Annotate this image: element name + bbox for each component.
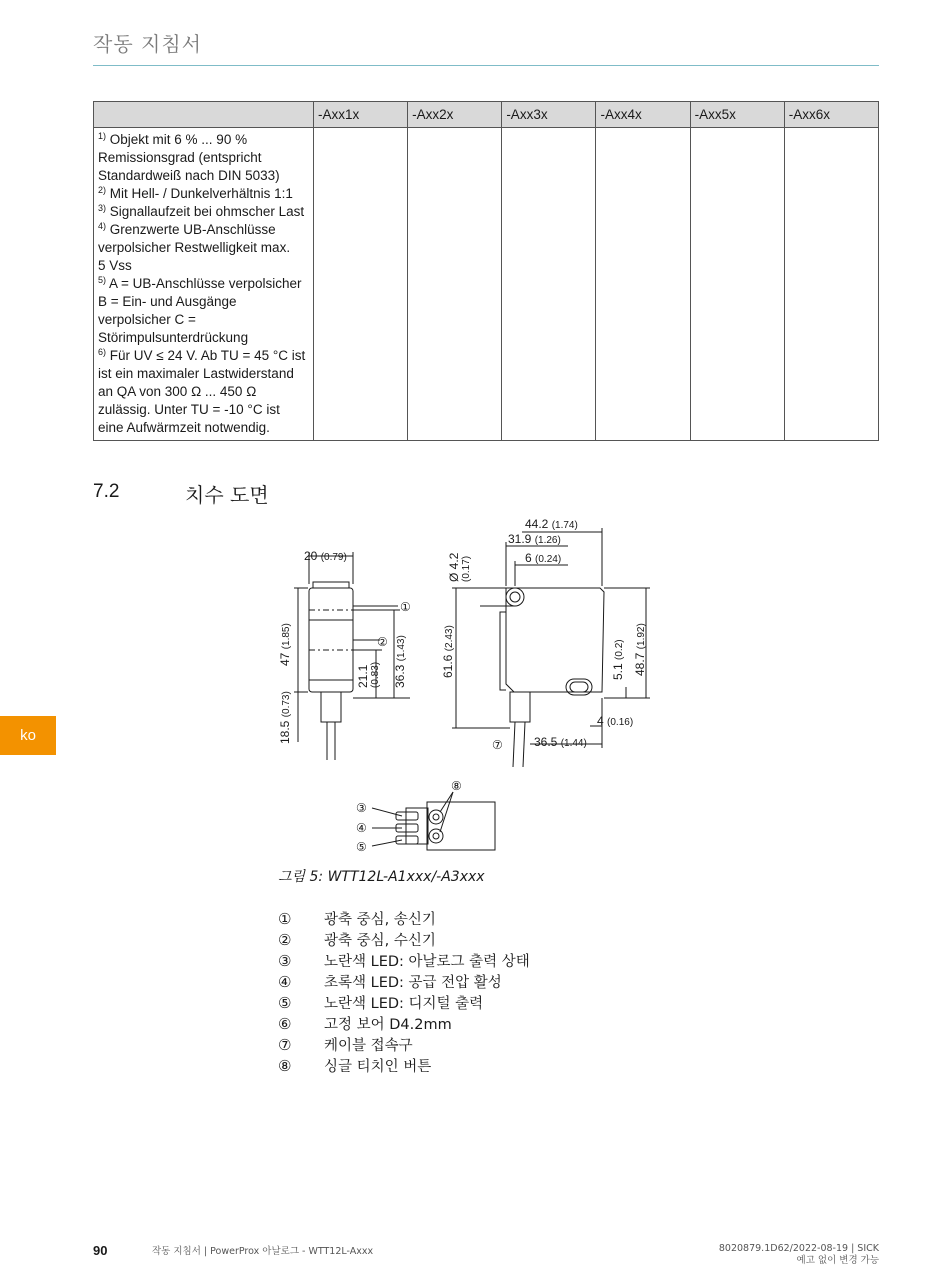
dim-36-5: 36.5 — [534, 735, 558, 749]
footnote: $^{4)}$ Grenzwerte UB-Anschlüsse verpolsicher Restwelligkeit max. 5 Vss — [98, 221, 291, 273]
list-item: ⑤ 노란색 LED: 디지털 출력 — [278, 993, 484, 1012]
callout-2: ② — [377, 635, 388, 649]
dim-20: 20 — [304, 549, 318, 563]
dim-4-inch: (0.16) — [607, 717, 634, 728]
dim-44-2-inch: (1.74) — [551, 520, 578, 531]
dimension-drawing — [270, 512, 690, 862]
callout-8: ⑧ — [451, 779, 462, 793]
list-item: ⑧ 싱글 티치인 버튼 — [278, 1056, 432, 1075]
dim-21-1: 21.1 — [356, 664, 370, 688]
dim-36-5-inch: (1.44) — [560, 738, 587, 749]
dim-5-1-inch: (0.2) — [614, 639, 625, 660]
dim-4-2-inch: (0.17) — [461, 555, 472, 582]
dim-21-1-inch: (0.83) — [370, 661, 381, 688]
dim-44-2: 44.2 — [525, 517, 549, 531]
table-cell-empty — [596, 128, 690, 441]
svg-text:18.5 (0.73) — [278, 691, 292, 744]
dim-18-5-inch: (0.73) — [281, 691, 292, 718]
footer-doc-id: 8020879.1D62/2022-08-19 | SICK — [718, 1243, 879, 1254]
dim-6-inch: (0.24) — [535, 554, 562, 565]
svg-text:20 (0.79) — [304, 549, 347, 563]
dim-6: 6 — [525, 551, 532, 565]
list-item: ① 광축 중심, 송신기 — [278, 909, 436, 928]
dim-48-7-inch: (1.92) — [636, 623, 647, 650]
table-cell-empty — [408, 128, 502, 441]
table-cell-empty — [690, 128, 784, 441]
footnote: $^{2)}$ Mit Hell- / Dunkelverhältnis 1:1 — [98, 185, 293, 201]
svg-text:6 (0.24) — [525, 551, 561, 565]
dim-61-6: 61.6 — [441, 654, 455, 678]
svg-text:5.1 (0.2) — [611, 639, 625, 680]
table-header-axx6x: -Axx6x — [784, 102, 878, 128]
dim-47: 47 — [278, 652, 292, 666]
list-item: ② 광축 중심, 수신기 — [278, 930, 436, 949]
footnote: $^{3)}$ Signallaufzeit bei ohmscher Last — [98, 203, 305, 219]
svg-text:48.7 (1.92) — [633, 623, 647, 676]
svg-text:61.6 (2.43) — [441, 625, 455, 678]
section-number: 7.2 — [93, 481, 120, 502]
header-title: 작동 지침서 — [93, 32, 202, 56]
list-item: ⑥ 고정 보어 D4.2mm — [278, 1014, 452, 1033]
table-cell-empty — [314, 128, 408, 441]
footer-doc-title: 작동 지침서 | PowerProx 아날로그 - WTT12L-Axxx — [152, 1246, 374, 1257]
svg-text:47 (1.85) — [278, 623, 292, 666]
svg-text:44.2 (1.74) — [525, 517, 578, 531]
table-header-axx5x: -Axx5x — [690, 102, 784, 128]
legend-list — [278, 908, 530, 1076]
page-number: 90 — [93, 1243, 108, 1258]
language-tab[interactable]: ko — [0, 716, 56, 755]
dim-31-9-inch: (1.26) — [534, 535, 561, 546]
table-header-row — [94, 102, 879, 128]
dim-31-9: 31.9 — [508, 532, 532, 546]
dim-4-2: Ø 4.2 — [447, 552, 461, 582]
callout-5: ⑤ — [356, 840, 367, 854]
svg-text:4 (0.16) — [597, 714, 633, 728]
header-divider — [93, 65, 879, 66]
section-title: 치수 도면 — [185, 483, 269, 507]
table-header-axx3x: -Axx3x — [502, 102, 596, 128]
table-cell-empty — [784, 128, 878, 441]
list-item: ⑦ 케이블 접속구 — [278, 1035, 413, 1054]
table-header-axx4x: -Axx4x — [596, 102, 690, 128]
footnote: $^{5)}$ A = UB-Anschlüsse verpolsicher B = Ein- und Ausgänge verpolsicher C = Störimpulsunterdrückung — [98, 275, 302, 345]
dim-18-5: 18.5 — [278, 720, 292, 744]
footer-notice: 예고 없이 변경 가능 — [796, 1255, 879, 1266]
spec-table — [93, 101, 879, 441]
dim-4: 4 — [597, 714, 604, 728]
svg-text:36.5 (1.44) — [534, 735, 587, 749]
callout-1: ① — [400, 600, 411, 614]
callout-7: ⑦ — [492, 738, 503, 752]
figure-caption: 그림 5: WTT12L-A1xxx/-A3xxx — [278, 869, 485, 885]
svg-text:36.3 (1.43) — [393, 635, 407, 688]
footnote: $^{1)}$ Objekt mit 6 % ... 90 % Remissionsgrad (entspricht Standardweiß nach DIN 5033) — [98, 131, 280, 183]
dim-36-3-inch: (1.43) — [396, 635, 407, 662]
svg-text:31.9 (1.26) — [508, 532, 561, 546]
footer-right — [719, 1243, 879, 1267]
list-item: ④ 초록색 LED: 공급 전압 활성 — [278, 972, 502, 991]
dim-47-inch: (1.85) — [281, 623, 292, 650]
dim-20-inch: (0.79) — [320, 552, 347, 563]
callout-4: ④ — [356, 821, 367, 835]
dim-36-3: 36.3 — [393, 664, 407, 688]
dim-5-1: 5.1 — [611, 663, 625, 680]
list-item: ③ 노란색 LED: 아날로그 출력 상태 — [278, 951, 530, 970]
callout-3: ③ — [356, 801, 367, 815]
footnote: $^{6)}$ Für UV ≤ 24 V. Ab TU = 45 °C ist ist ein maximaler Lastwiderstand an QA von 300 Ω ... 450 Ω zulässig. Unter TU = -10 °C ist eine Aufwärmzeit notwendig. — [98, 347, 306, 435]
table-header-blank — [94, 102, 314, 128]
table-header-axx1x: -Axx1x — [314, 102, 408, 128]
table-header-axx2x: -Axx2x — [408, 102, 502, 128]
table-row — [94, 128, 879, 441]
dim-61-6-inch: (2.43) — [444, 625, 455, 652]
table-cell-empty — [502, 128, 596, 441]
dim-48-7: 48.7 — [633, 652, 647, 676]
front-view-body — [309, 588, 353, 692]
footnotes-cell — [94, 128, 314, 441]
